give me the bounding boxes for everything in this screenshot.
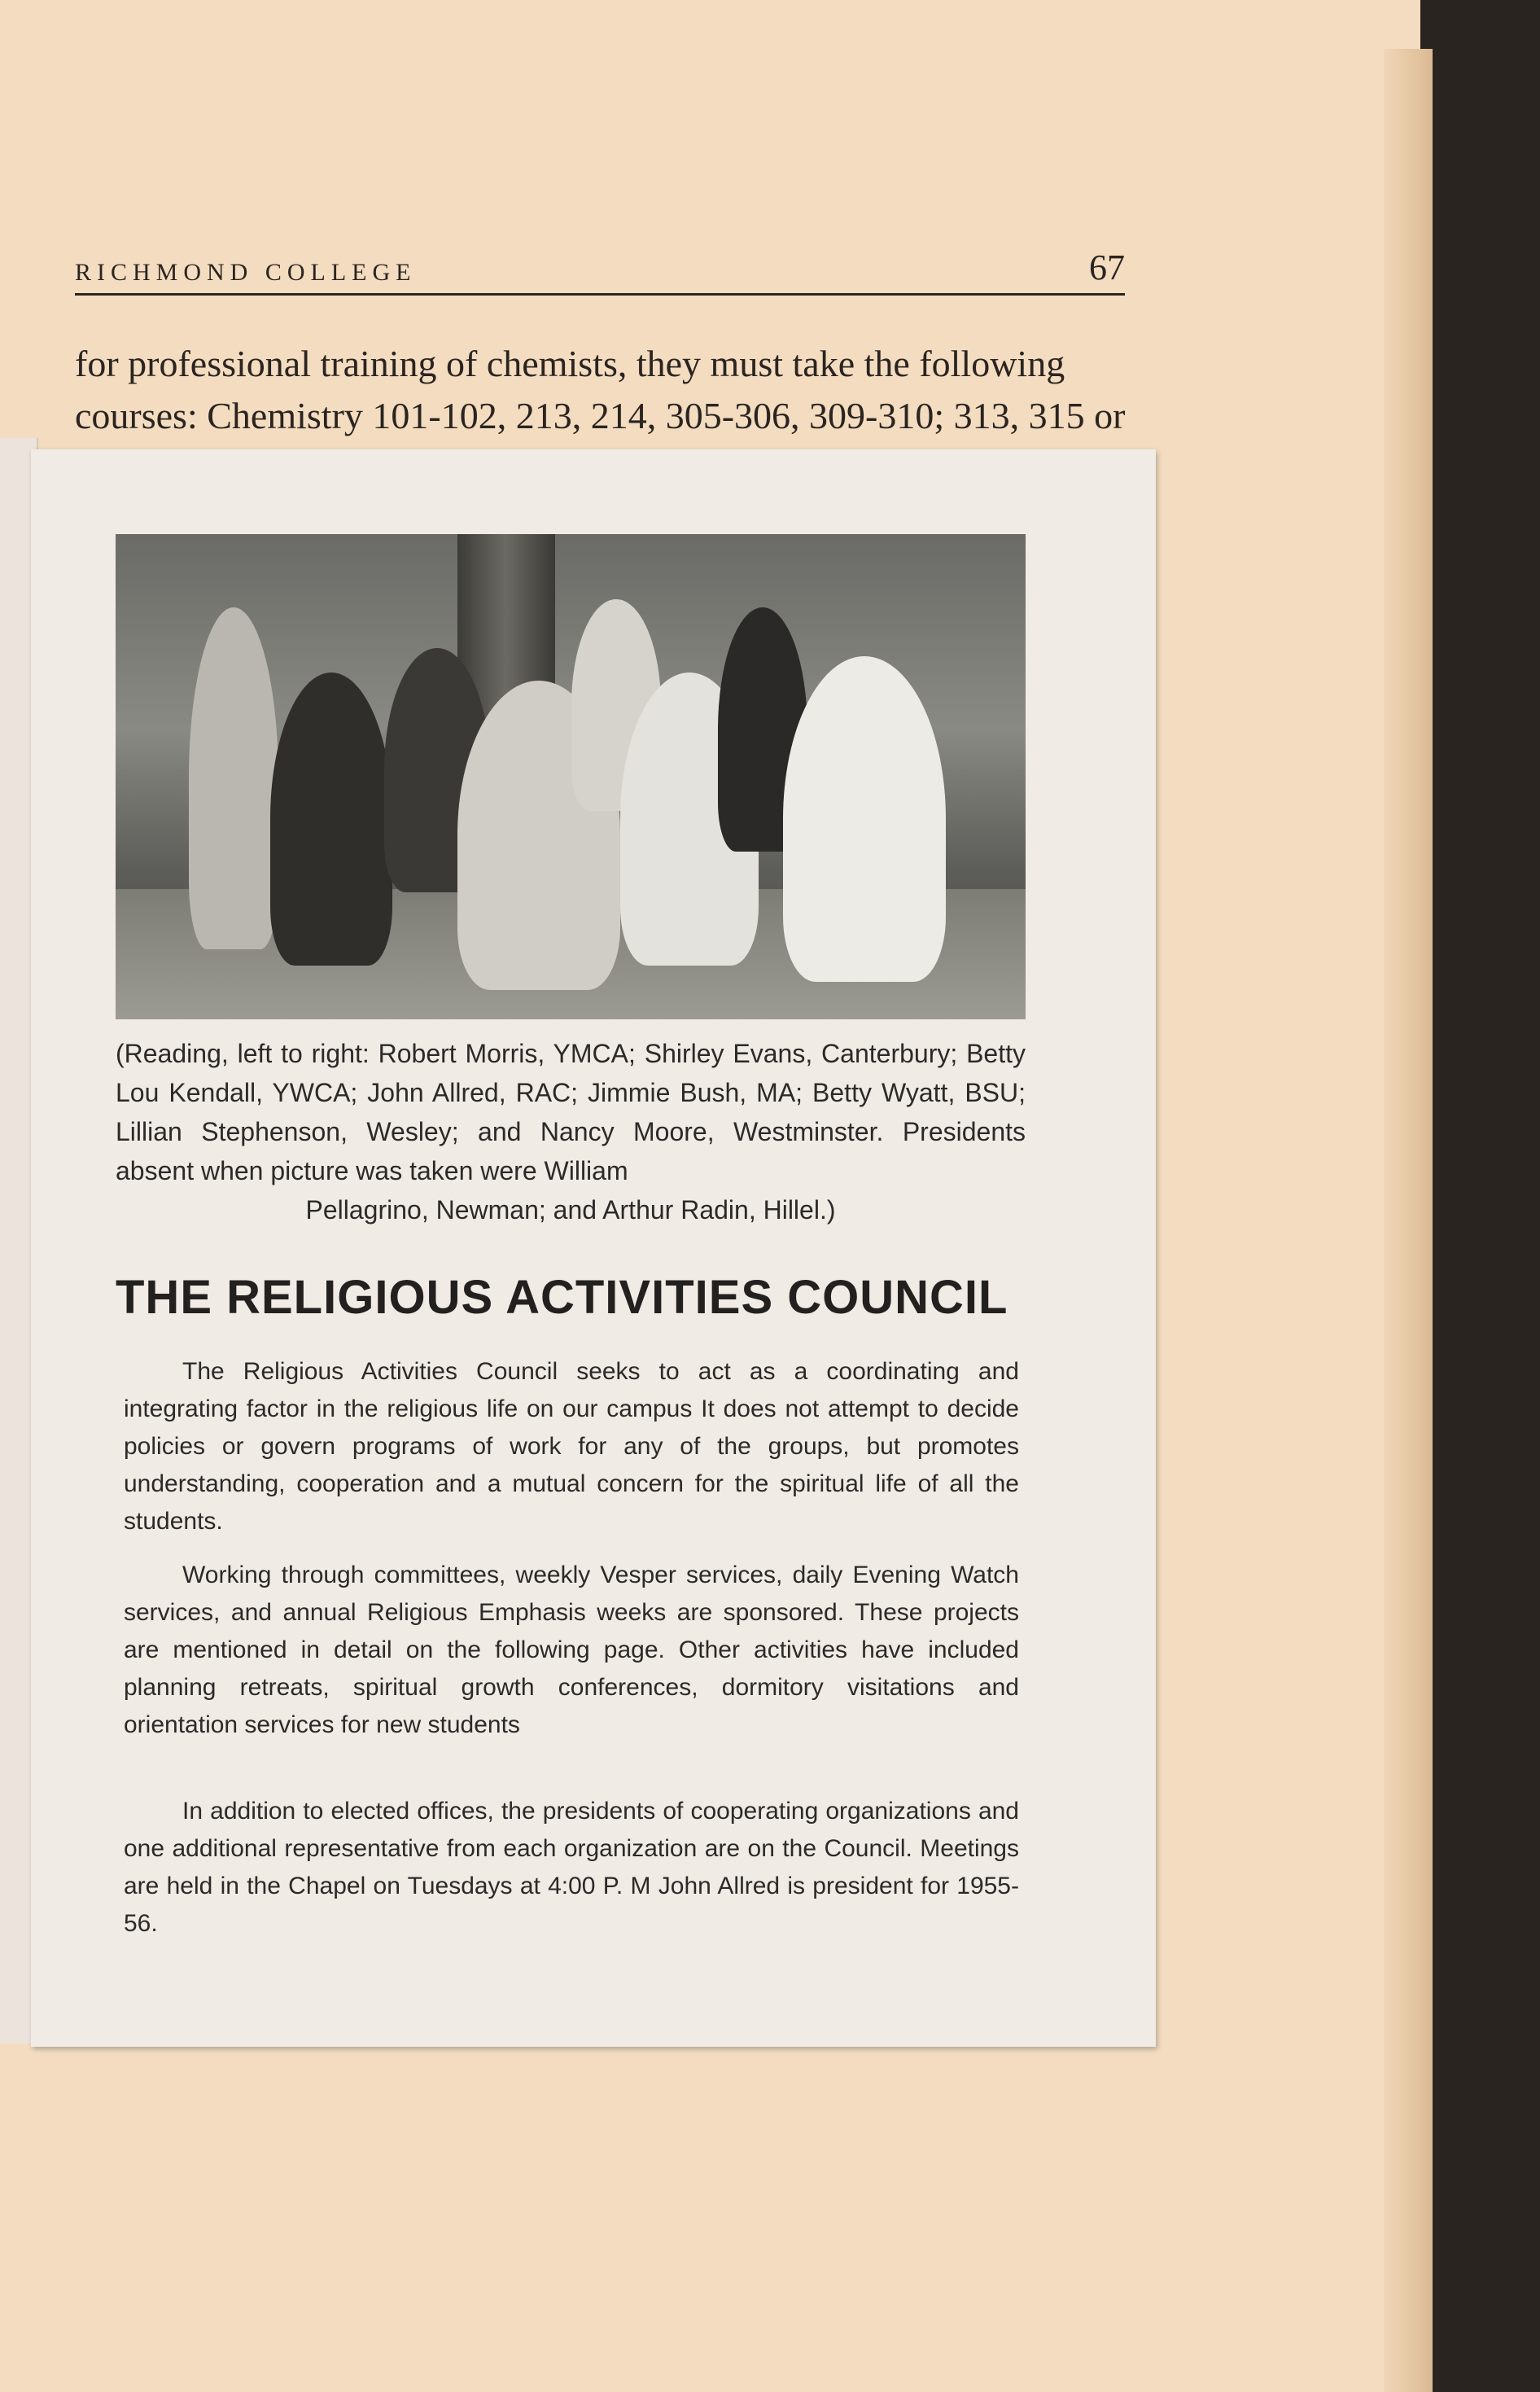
page-edge — [1384, 49, 1433, 2392]
body-text-line: for professional training of chemists, they must take the following — [75, 343, 1065, 384]
paragraph-text: In addition to elected offices, the presidents of cooperating organizations and one additional representative from each organization are on the Council. Meetings are held in the Chapel on Tuesdays at 4:00 P. M John Allred is president for 1955-56. — [124, 1798, 1019, 1937]
person-silhouette — [189, 607, 278, 949]
body-text-line: courses: Chemistry 101-102, 213, 214, 305-306, 309-310; 313, 315 or — [75, 395, 1126, 436]
paragraph-2 — [124, 1557, 1019, 1744]
paragraph-1 — [124, 1353, 1019, 1540]
inserted-leaflet — [31, 449, 1156, 2047]
photo-caption — [116, 1034, 1026, 1229]
person-silhouette — [783, 656, 946, 982]
group-photo — [116, 534, 1026, 1019]
page-number: 67 — [1089, 248, 1125, 287]
paragraph-3 — [124, 1793, 1019, 1943]
running-head: RICHMOND COLLEGE — [75, 259, 417, 286]
caption-text: (Reading, left to right: Robert Morris, YMCA; Shirley Evans, Canterbury; Betty Lou Kendall, YWCA; John Allred, RAC; Jimmie Bush, MA; Betty Wyatt, BSU; Lillian Stephenson, Wesley; and Nancy Moore, Westminster. Presidents absent when picture was taken were William — [116, 1039, 1026, 1185]
section-title: THE RELIGIOUS ACTIVITIES COUNCIL — [116, 1271, 1008, 1324]
person-silhouette — [270, 672, 392, 966]
paragraph-text: The Religious Activities Council seeks to act as a coordinating and integrating factor in the religious life on our campus It does not attempt to decide policies or govern programs of work for any of the groups, but promotes understanding, cooperation and a mutual concern for the spiritual life of all the students. — [124, 1358, 1019, 1535]
page-header — [75, 244, 1125, 296]
caption-last-line: Pellagrino, Newman; and Arthur Radin, Hillel.) — [305, 1195, 836, 1224]
paragraph-text: Working through committees, weekly Vesper services, daily Evening Watch services, and annual Religious Emphasis weeks are sponsored. These projects are mentioned in detail on the following page. Other activities have included planning retreats, spiritual growth conferences, dormitory visitations and orientation services for new students — [124, 1562, 1019, 1738]
